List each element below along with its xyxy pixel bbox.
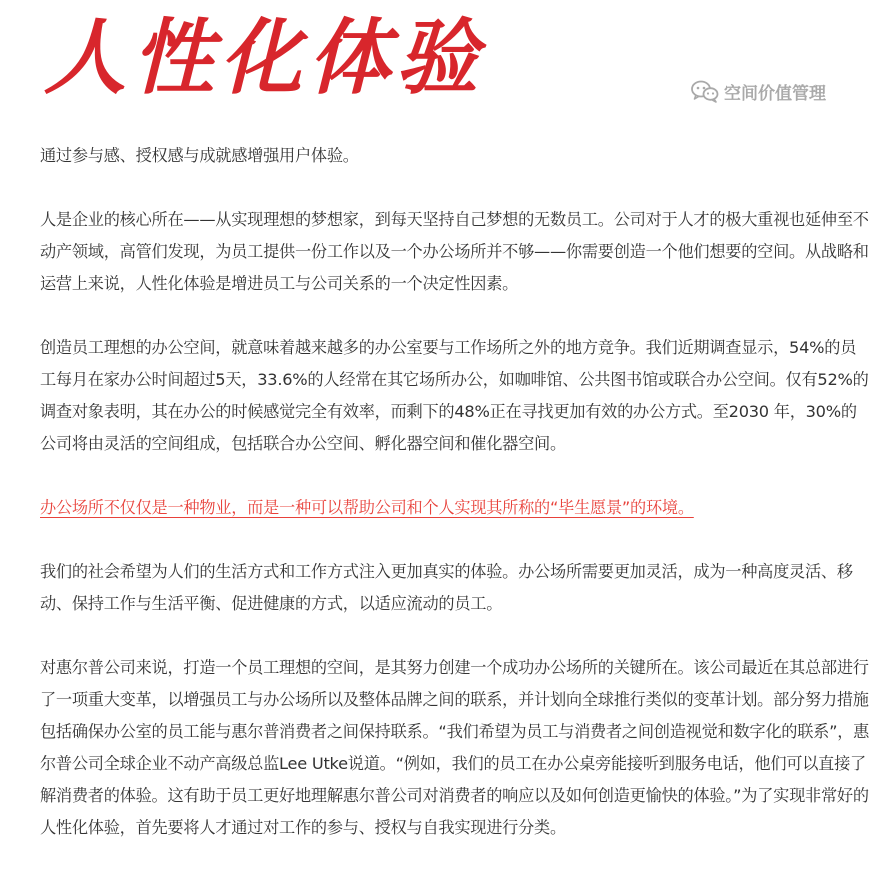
paragraph-society: 我们的社会希望为人们的生活方式和工作方式注入更加真实的体验。办公场所需要更加灵活，成为一种高度灵活、移动、保持工作与生活平衡、促进健康的方式，以适应流动的员工。 bbox=[40, 562, 853, 613]
headline-title: 人性化体验 bbox=[44, 10, 484, 106]
watermark bbox=[690, 76, 826, 106]
paragraph-intro: 通过参与感、授权感与成就感增强用户体验。 bbox=[40, 146, 359, 165]
article-body bbox=[40, 140, 870, 876]
header-banner bbox=[0, 0, 880, 118]
paragraph-people: 人是企业的核心所在——从实现理想的梦想家，到每天坚持自己梦想的无数员工。公司对于人才的极大重视也延伸至不动产领域，高管们发现，为员工提供一份工作以及一个办公场所并不够——你需要创造一个他们想要的空间。从战略和运营上来说，人性化体验是增进员工与公司关系的一个决定性因素。 bbox=[40, 210, 869, 293]
paragraph-survey: 创造员工理想的办公空间，就意味着越来越多的办公室要与工作场所之外的地方竞争。我们近期调查显示，54%的员工每月在家办公时间超过5天，33.6%的人经常在其它场所办公，如咖啡馆、公共图书馆或联合办公空间。仅有52%的调查对象表明，其在办公的时候感觉完全有效率，而剩下的48%正在寻找更加有效的办公方式。至2030 年，30%的公司将由灵活的空间组成，包括联合办公空间、孵化器空间和催化器空间。 bbox=[40, 338, 869, 453]
paragraph-whirlpool: 对惠尔普公司来说，打造一个员工理想的空间，是其努力创建一个成功办公场所的关键所在。该公司最近在其总部进行了一项重大变革，以增强员工与办公场所以及整体品牌之间的联系，并计划向全球推行类似的变革计划。部分努力措施包括确保办公室的员工能与惠尔普消费者之间保持联系。“我们希望为员工与消费者之间创造视觉和数字化的联系”，惠尔普公司全球企业不动产高级总监Lee Utke说道。“例如，我们的员工在办公桌旁能接听到服务电话，他们可以直接了解消费者的体验。这有助于员工更好地理解惠尔普公司对消费者的响应以及如何创造更愉快的体验。”为了实现非常好的人性化体验，首先要将人才通过对工作的参与、授权与自我实现进行分类。 bbox=[40, 658, 870, 837]
paragraph-highlight: 办公场所不仅仅是一种物业，而是一种可以帮助公司和个人实现其所称的“毕生愿景”的环境。 bbox=[40, 498, 694, 517]
watermark-text: 空间价值管理 bbox=[724, 83, 826, 104]
wechat-icon bbox=[690, 79, 720, 103]
